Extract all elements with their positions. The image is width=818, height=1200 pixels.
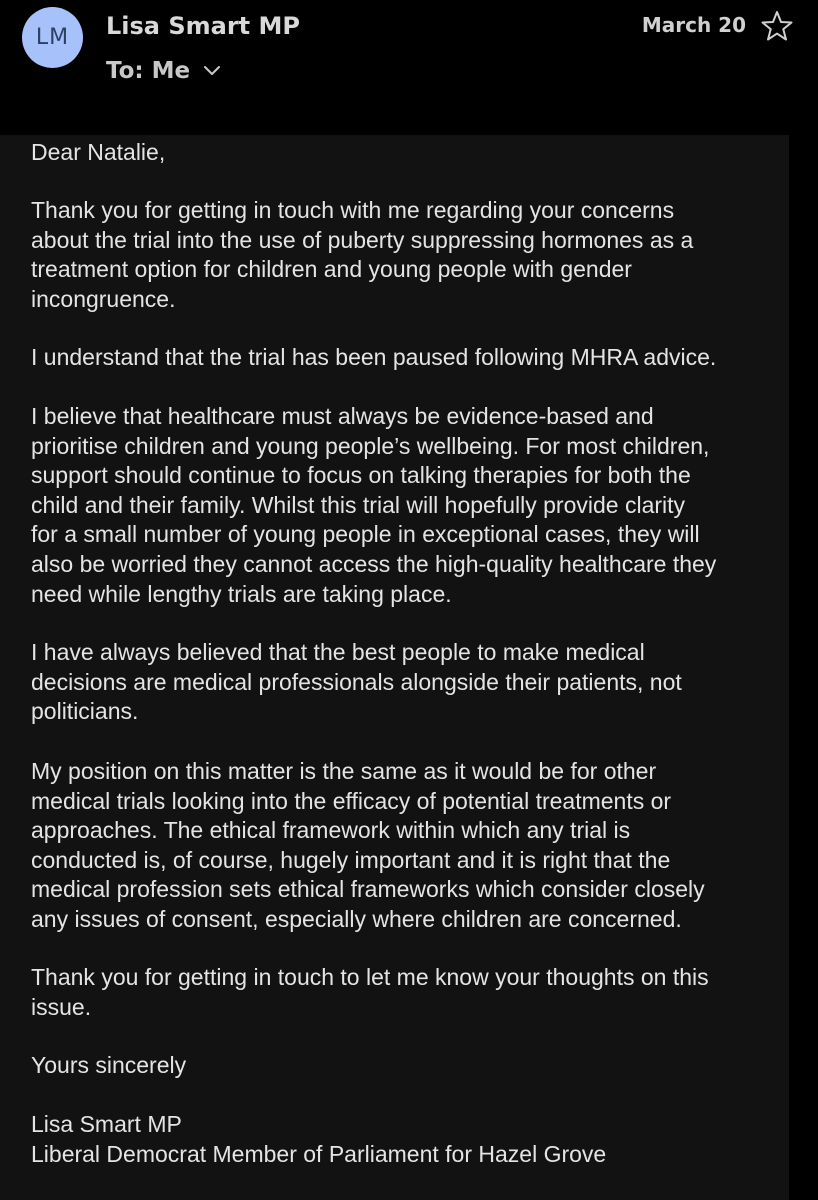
recipient-label: To: Me (106, 58, 191, 84)
body-paragraph: My position on this matter is the same as it would be for other medical trials looking into the efficacy of potential treatments or approaches. The ethical framework within which any trial is conducted is, of course, hugely important and it is right that the medical profession sets ethical frameworks which consider closely any issues of consent, especially where children are concerned. (31, 758, 705, 932)
body-paragraph: I have always believed that the best people to make medical decisions are medical professionals alongside their patients, not politicians. (31, 639, 682, 725)
body-paragraph: I believe that healthcare must always be evidence-based and prioritise children and young people’s wellbeing. For most children, support should continue to focus on talking therapies for both the child and their family. Whilst this trial will hopefully provide clarity for a small number of young people in exceptional cases, they will also be worried they cannot access the high-quality healthcare they need while lengthy trials are taking place. (31, 403, 717, 607)
body-paragraph: Thank you for getting in touch with me regarding your concerns about the trial into the use of puberty suppressing hormones as a treatment option for children and young people with gender incongruence. (31, 197, 694, 312)
body-paragraph: Thank you for getting in touch to let me know your thoughts on this issue. (31, 964, 709, 1020)
avatar[interactable]: LM (22, 7, 83, 68)
signature: Lisa Smart MP Liberal Democrat Member of Parliament for Hazel Grove (31, 1111, 607, 1167)
message-body (0, 135, 789, 1200)
sign-off: Yours sincerely (31, 1052, 187, 1078)
chevron-down-icon (202, 64, 222, 78)
email-header (0, 0, 818, 130)
email-date: March 20 (641, 13, 746, 37)
recipient-details-toggle[interactable] (106, 58, 222, 84)
body-paragraph: I understand that the trial has been paused following MHRA advice. (31, 344, 717, 370)
sender-name[interactable]: Lisa Smart MP (106, 12, 300, 40)
star-icon[interactable] (760, 9, 794, 43)
salutation: Dear Natalie, (31, 139, 166, 165)
